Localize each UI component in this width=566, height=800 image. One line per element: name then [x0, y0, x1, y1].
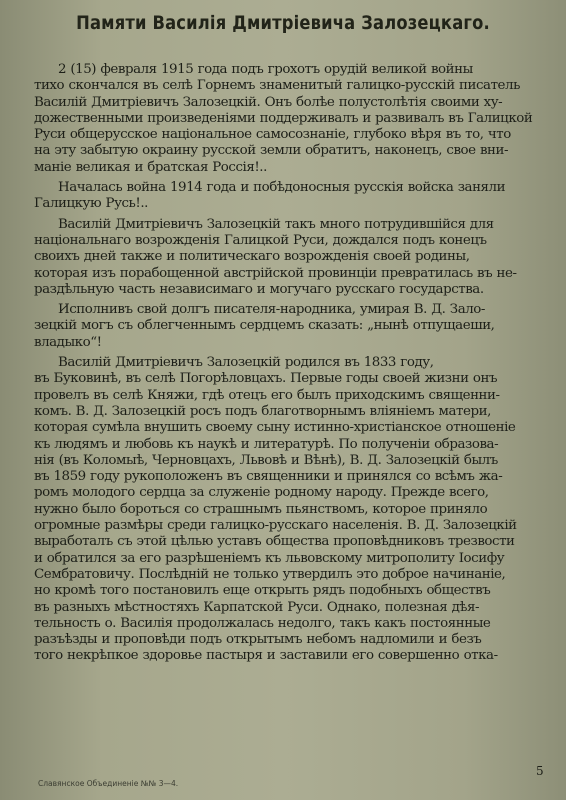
text-line: Руси общерусское національное самосознаніе, глубоко вѣря въ то, что — [34, 127, 511, 143]
text-line: владыко“! — [34, 334, 102, 350]
text-line: Галицкую Русь!.. — [34, 196, 148, 212]
text-line: которая изъ порабощенной австрійской провинціи превратилась въ не- — [34, 265, 517, 281]
text-line: въ Буковинѣ, въ селѣ Погорѣловцахъ. Первые годы своей жизни онъ — [34, 371, 498, 387]
text-line: но кромѣ того постановилъ еще открыть рядъ подобныхъ обществъ — [34, 583, 491, 599]
text-line: нужно было бороться со страшнымъ пьянствомъ, которое приняло — [34, 501, 488, 517]
text-line: Василій Дмитріевичъ Залозецкій. Онъ болѣе полустолѣтія своими ху- — [34, 94, 503, 110]
page-title: Памяти Василія Дмитріевича Залозецкаго. — [76, 12, 490, 34]
paragraph-3 — [34, 217, 558, 298]
text-line: раздѣльную часть независимаго и могучаго русскаго государства. — [34, 281, 484, 297]
text-line: въ 1859 году рукоположенъ въ священники и принялся со всѣмъ жа- — [34, 469, 503, 485]
page-number: 5 — [536, 764, 544, 778]
footer-source: Славянское Объединеніе №№ 3—4. — [38, 779, 179, 788]
text-line: ромъ молодого сердца за служеніе родному народу. Прежде всего, — [34, 485, 489, 501]
text-line: тихо скончался въ селѣ Горнемъ знаменитый галицко-русскій писатель — [34, 78, 520, 94]
text-line: зецкій могъ съ облегченнымъ сердцемъ сказать: „нынѣ отпущаеши, — [34, 318, 495, 334]
text-line: своихъ дней также и политическаго возрожденія своей родины, — [34, 249, 470, 265]
paragraph-5 — [34, 355, 558, 665]
text-line: тельность о. Василія продолжалась недолго, такъ какъ постоянные — [34, 615, 491, 631]
text-line: выработалъ съ этой цѣлью уставъ общества проповѣдниковъ трезвости — [34, 534, 515, 550]
text-line: того некрѣпкое здоровье пастыря и заставили его совершенно отка- — [34, 648, 498, 664]
text-line: огромные размѣры среди галицко-русскаго населенія. В. Д. Залозецкій — [34, 518, 517, 534]
text-line: нія (въ Коломыѣ, Черновцахъ, Львовѣ и Вѣнѣ), В. Д. Залозецкій былъ — [34, 452, 498, 468]
text-line: разъѣзды и проповѣди подъ открытымъ небомъ надломили и безъ — [34, 632, 482, 648]
text-line: комъ. В. Д. Залозецкій росъ подъ благотворнымъ вліяніемъ матери, — [34, 403, 491, 419]
text-line: въ разныхъ мѣстностяхъ Карпатской Руси. Однако, полезная дѣя- — [34, 599, 480, 615]
text-line: и обратился за его разрѣшеніемъ къ львовскому митрополиту Іосифу — [34, 550, 505, 566]
text-line: Исполнивъ свой долгъ писателя-народника, умирая В. Д. Зало- — [58, 302, 485, 318]
text-line: Началась война 1914 года и побѣдоносныя русскія войска заняли — [58, 180, 506, 196]
text-line: маніе великая и братская Россія!.. — [34, 159, 267, 175]
text-line: Василій Дмитріевичъ Залозецкій родился въ 1833 году, — [58, 355, 434, 371]
text-line: провелъ въ селѣ Княжи, гдѣ отецъ его былъ приходскимъ священни- — [34, 387, 500, 403]
text-line: Сембратовичу. Послѣдній не только утвердилъ это доброе начинаніе, — [34, 566, 506, 582]
text-line: къ людямъ и любовь къ наукѣ и литературѣ. По полученіи образова- — [34, 436, 499, 452]
text-line: дожественными произведеніями поддерживалъ и развивалъ въ Галицкой — [34, 110, 533, 126]
text-line: національнаго возрожденія Галицкой Руси, дождался подъ конецъ — [34, 232, 487, 248]
paragraph-1 — [34, 62, 558, 176]
text-line: которая сумѣла внушить своему сыну истинно-христіанское отношеніе — [34, 420, 516, 436]
text-line: на эту забытую окраину русской земли обратитъ, наконецъ, свое вни- — [34, 143, 509, 159]
paragraph-4 — [34, 302, 558, 351]
text-line: Василій Дмитріевичъ Залозецкій такъ много потрудившійся для — [58, 216, 494, 232]
paragraph-2 — [34, 180, 558, 213]
article-body — [34, 62, 558, 665]
text-line: 2 (15) февраля 1915 года подъ грохотъ орудій великой войны — [58, 62, 473, 77]
